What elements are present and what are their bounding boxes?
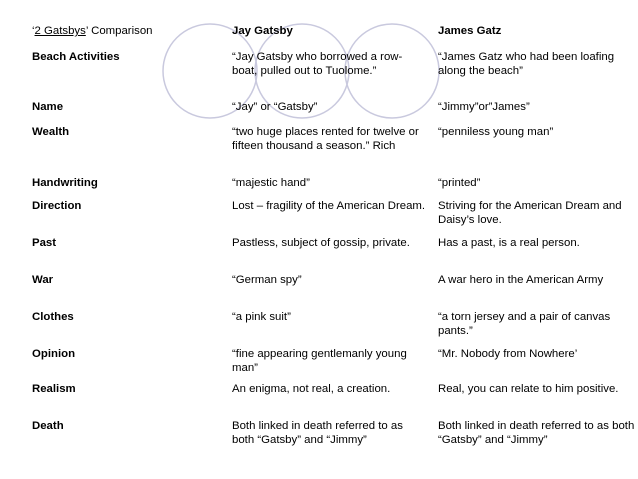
table-row	[26, 232, 638, 269]
cell-gatz: A war hero in the American Army	[438, 274, 604, 286]
table-row	[26, 172, 638, 195]
cell-gatsby: Lost – fragility of the American Dream.	[232, 200, 426, 212]
cell-gatz: Both linked in death referred to as both “Gatsby” and “Jimmy”	[438, 420, 635, 446]
header-jay-gatsby: Jay Gatsby	[232, 25, 293, 37]
cell-gatz: “Jimmy”or”James”	[438, 101, 530, 113]
cell-gatsby: “majestic hand”	[232, 177, 310, 189]
cell-gatsby: An enigma, not real, a creation.	[232, 383, 391, 395]
comparison-table	[26, 20, 638, 453]
row-label: Opinion	[32, 348, 76, 360]
cell-gatz: “a torn jersey and a pair of canvas pants.”	[438, 311, 611, 337]
row-label: War	[32, 274, 54, 286]
row-label: Wealth	[32, 126, 70, 138]
cell-gatz: Has a past, is a real person.	[438, 237, 580, 249]
cell-gatz: Real, you can relate to him positive.	[438, 383, 619, 395]
cell-gatsby: “fine appearing gentlemanly young man”	[232, 348, 407, 374]
cell-gatsby: Both linked in death referred to as both “Gatsby” and “Jimmy”	[232, 420, 403, 446]
table-row	[26, 46, 638, 96]
table-row	[26, 96, 638, 121]
table-row	[26, 378, 638, 415]
cell-gatsby: “German spy”	[232, 274, 302, 286]
table-row	[26, 306, 638, 343]
cell-gatsby: “two huge places rented for twelve or fifteen thousand a season.” Rich	[232, 126, 419, 152]
header-james-gatz: James Gatz	[438, 25, 502, 37]
row-label: Name	[32, 101, 64, 113]
header-title-underlined: 2 Gatsbys	[34, 25, 86, 37]
cell-gatz: “printed”	[438, 177, 481, 189]
table-row	[26, 121, 638, 172]
cell-gatz: “penniless young man”	[438, 126, 554, 138]
row-label: Clothes	[32, 311, 74, 323]
table-row	[26, 269, 638, 306]
cell-gatsby: Pastless, subject of gossip, private.	[232, 237, 410, 249]
table-row	[26, 195, 638, 232]
cell-gatz: “Mr. Nobody from Nowhere’	[438, 348, 578, 360]
cell-gatsby: “Jay Gatsby who borrowed a row-boat, pulled out to Tuolome.”	[232, 51, 403, 77]
row-label: Realism	[32, 383, 76, 395]
row-label: Beach Activities	[32, 51, 120, 63]
row-label: Handwriting	[32, 177, 98, 189]
table-row	[26, 343, 638, 378]
header-comparison: ‘2 Gatsbys’ Comparison	[32, 25, 153, 37]
cell-gatsby: “a pink suit”	[232, 311, 291, 323]
row-label: Direction	[32, 200, 82, 212]
row-label: Death	[32, 420, 64, 432]
cell-gatsby: “Jay” or “Gatsby”	[232, 101, 318, 113]
cell-gatz: “James Gatz who had been loafing along the beach”	[438, 51, 615, 77]
table-row	[26, 415, 638, 453]
row-label: Past	[32, 237, 57, 249]
header-row	[26, 20, 638, 46]
cell-gatz: Striving for the American Dream and Daisy’s love.	[438, 200, 622, 226]
